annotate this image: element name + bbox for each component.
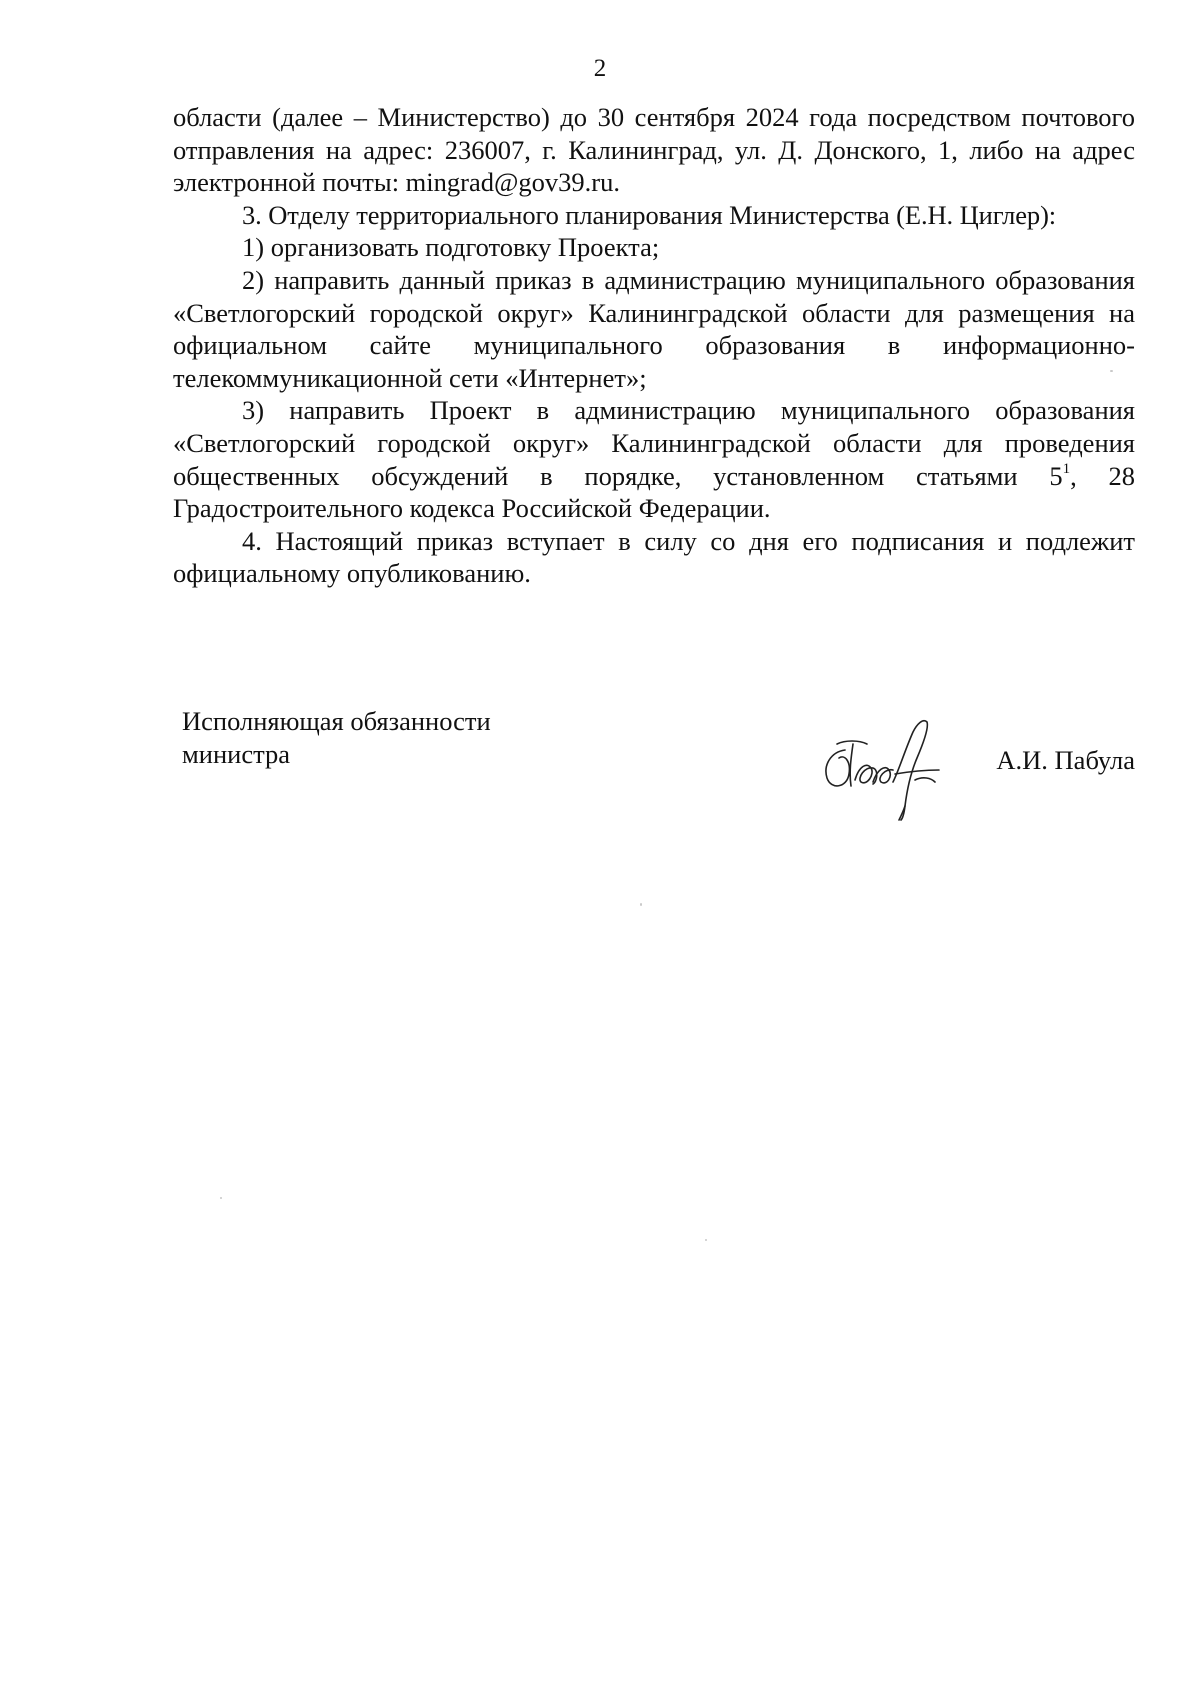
signer-position-line-2: министра	[182, 739, 290, 769]
signer-position-line-1: Исполняющая обязанности	[182, 706, 491, 736]
signer-position	[182, 705, 491, 771]
scan-speck	[220, 1197, 222, 1199]
handwritten-signature	[815, 710, 965, 822]
paragraph-item-3-2: 2) направить данный приказ в администрацию муниципального образования «Светлогорский городской округ» Калининградской области для размещения на официальном сайте муниципального образования в информационно-телекоммуникационной сети «Интернет»;	[173, 264, 1135, 393]
scan-speck	[705, 1239, 707, 1241]
paragraph-item-3-3-text-after: , 28 Градостроительного кодекса Российской Федерации.	[173, 460, 1136, 524]
scan-speck	[1110, 370, 1113, 372]
article-superscript: 1	[1062, 460, 1071, 477]
document-body	[173, 101, 1135, 590]
paragraph-item-3-3-text-before: 3) направить Проект в администрацию муниципального образования «Светлогорский городской округ» Калининградской области для проведения общественных обсуждений в порядке, установленном статьями 5	[173, 395, 1135, 491]
signer-name: А.И. Пабула	[996, 745, 1135, 775]
scan-speck	[640, 903, 642, 906]
paragraph-continuation: области (далее – Министерство) до 30 сентября 2024 года посредством почтового отправления на адрес: 236007, г. Калининград, ул. Д. Донского, 1, либо на адрес электронной почты: mingrad@gov39.ru.	[173, 102, 1135, 198]
page-number: 2	[593, 55, 607, 82]
paragraph-item-3-3	[173, 394, 1135, 524]
paragraph-item-3: 3. Отделу территориального планирования Министерства (Е.Н. Циглер):	[242, 199, 1057, 230]
paragraph-item-3-1: 1) организовать подготовку Проекта;	[242, 232, 660, 263]
paragraph-item-4: 4. Настоящий приказ вступает в силу со дня его подписания и подлежит официальному опубликованию.	[173, 525, 1135, 589]
